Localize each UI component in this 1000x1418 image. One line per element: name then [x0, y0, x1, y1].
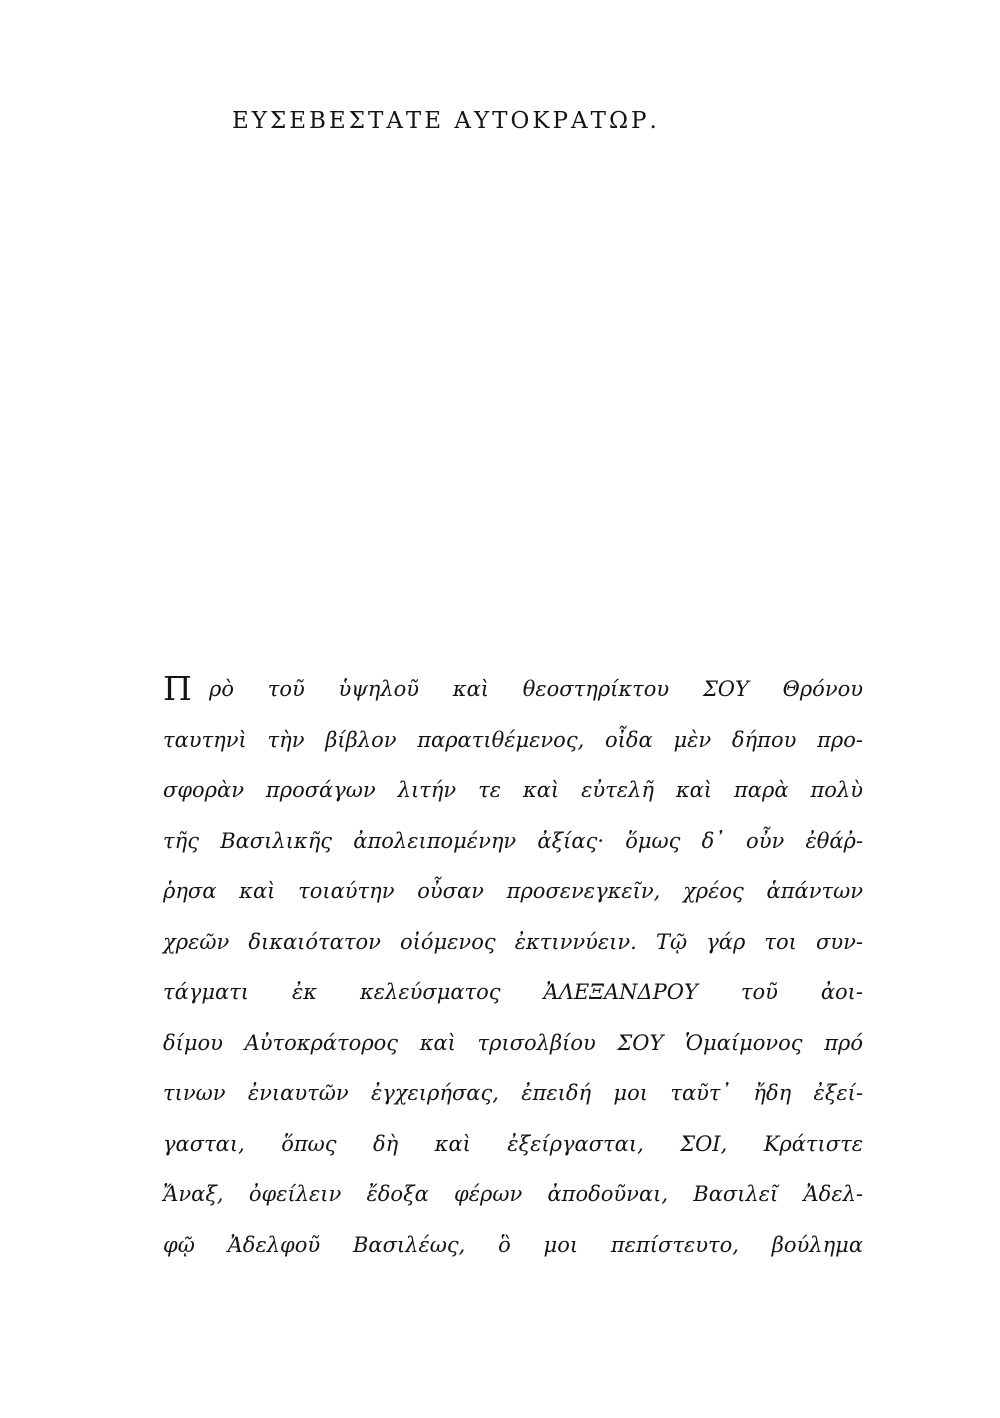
- text-line: [163, 664, 863, 715]
- text-line: δίμου Αὐτοκράτορος καὶ τρισολβίου ΣΟΥ Ὁμαίμονος πρό: [163, 1030, 863, 1055]
- text-line: τάγματι ἐκ κελεύσματος ἈΛΕΞΑΝΔΡΟΥ τοῦ ἀοι-: [163, 980, 863, 1004]
- dedication-text: [163, 664, 863, 1270]
- text-line: σφορὰν προσάγων λιτήν τε καὶ εὐτελῆ καὶ παρὰ πολὺ: [163, 778, 863, 802]
- drop-capital: Π: [163, 669, 192, 708]
- text-line: χρεῶν δικαιότατον οἰόμενος ἐκτιννύειν. Τῷ γάρ τοι συν-: [163, 929, 863, 954]
- text-line: ταυτηνὶ τὴν βίβλον παρατιθέμενος, οἶδα μὲν δήπου προ-: [163, 727, 863, 752]
- text-line: φῷ Ἀδελφοῦ Βασιλέως, ὃ μοι πεπίστευτο, βούλημα: [163, 1232, 863, 1257]
- text-line: τινων ἐνιαυτῶν ἐγχειρήσας, ἐπειδή μοι ταῦτ᾽ ἤδη ἐξεί-: [163, 1081, 863, 1105]
- text-line: τῆς Βασιλικῆς ἀπολειπομένην ἀξίας· ὅμως δ᾽ οὖν ἐθάῤ-: [163, 828, 863, 853]
- page-heading: ΕΥΣΕΒΕΣΤΑΤΕ ΑΥΤΟΚΡΑΤΩΡ.: [232, 108, 660, 134]
- text-line: Ἄναξ, ὀφείλειν ἔδοξα φέρων ἀποδοῦναι, Βασιλεῖ Ἀδελ-: [163, 1182, 863, 1206]
- text-line: ῥησα καὶ τοιαύτην οὖσαν προσενεγκεῖν, χρέος ἁπάντων: [163, 879, 863, 903]
- line-text: ρὸ τοῦ ὑψηλοῦ καὶ θεοστηρίκτου ΣΟΥ Θρόνου: [209, 677, 863, 701]
- text-line: γασται, ὅπως δὴ καὶ ἐξείργασται, ΣΟΙ, Κράτιστε: [163, 1131, 863, 1156]
